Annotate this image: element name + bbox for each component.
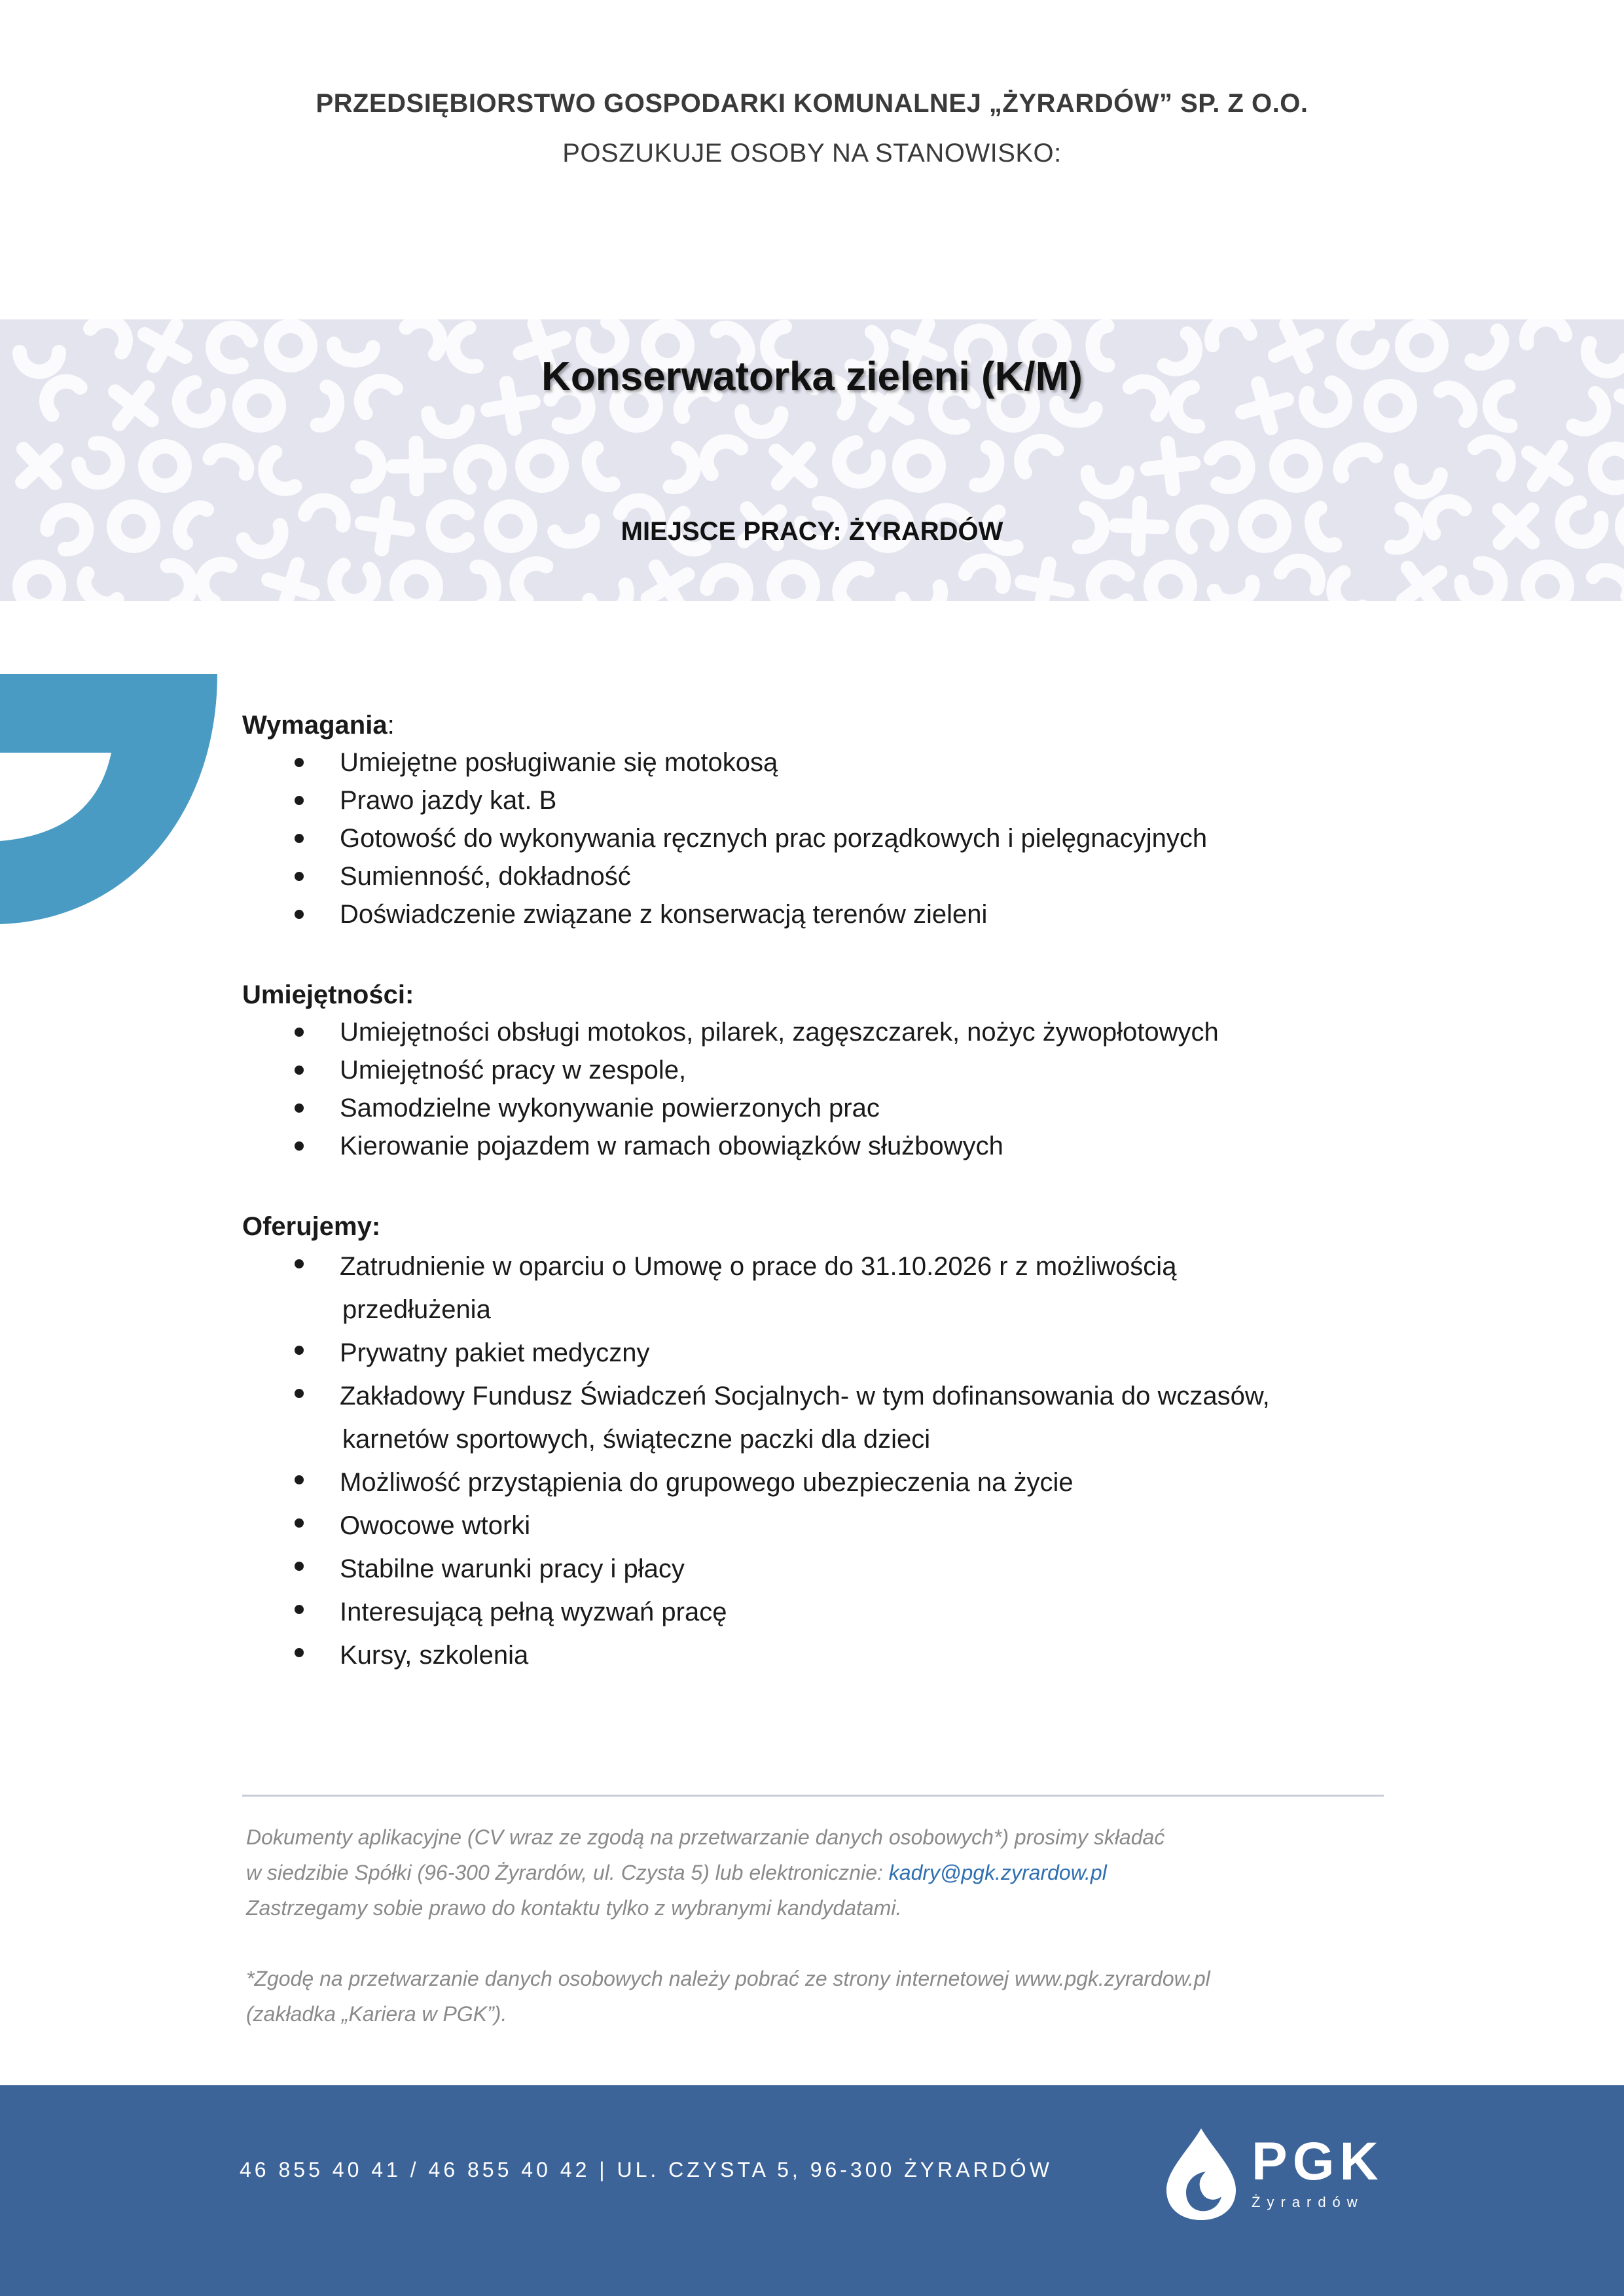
banner-pattern-glyph (22, 449, 56, 483)
banner-pattern-glyph (1143, 559, 1199, 601)
application-footnote (246, 1820, 1398, 2032)
banner-pattern-glyph (75, 439, 126, 491)
banner-pattern-glyph (698, 433, 741, 474)
list-item-line: Kursy, szkolenia (340, 1641, 529, 1670)
banner-pattern-glyph (1022, 564, 1067, 601)
list-item: Gotowość do wykonywania ręcznych prac porządkowych i pielęgnacyjnych (242, 819, 1394, 857)
list-item (242, 1461, 1394, 1504)
banner-pattern-glyph (965, 555, 1009, 586)
footer-contact: 46 855 40 41 / 46 855 40 42 | UL. CZYSTA 5, 96-300 ŻYRARDÓW (240, 2158, 1053, 2181)
pgk-logo-subtitle: Żyrardów (1252, 2194, 1364, 2210)
banner-pattern-glyph (670, 448, 698, 491)
banner-pattern-glyph (1271, 440, 1322, 492)
pgk-drop-logo-icon (1159, 2125, 1244, 2223)
email-link[interactable]: kadry@pgk.zyrardow.pl (888, 1861, 1107, 1884)
banner-pattern-glyph (332, 564, 376, 601)
banner-pattern-glyph (703, 562, 754, 601)
requirements-heading (242, 707, 1394, 744)
footnote-line: *Zgodę na przetwarzanie danych osobowych należy pobrać ze strony internetowej www.pgk.zyrardow.pl (246, 1967, 1210, 1990)
banner-pattern-glyph (1326, 573, 1362, 601)
list-item (242, 1547, 1394, 1590)
banner-pattern-glyph (776, 448, 810, 483)
footnote-line (246, 1855, 1398, 1890)
requirements-section (242, 707, 1394, 933)
banner-pattern-glyph (773, 566, 814, 601)
footnote-line: Zastrzegamy sobie prawo do kontaktu tylko z wybranymi kandydatami. (246, 1896, 902, 1920)
offer-list (242, 1245, 1394, 1677)
banner-pattern-glyph (976, 447, 1001, 489)
list-item: Umiejętność pracy w zespole, (242, 1051, 1394, 1089)
banner-pattern-glyph (428, 412, 468, 433)
banner-pattern-glyph (18, 565, 60, 601)
list-item (242, 1245, 1394, 1331)
list-item (242, 1590, 1394, 1634)
banner-pattern-glyph (1335, 443, 1376, 476)
job-location: MIEJSCE PRACY: ŻYRARDÓW (621, 517, 1003, 546)
list-item-continuation: karnetów sportowych, świąteczne paczki dla dzieci (342, 1425, 931, 1454)
footnote-address: w siedzibie Spółki (96-300 Żyrardów, ul. Czysta 5) lub elektronicznie: (246, 1861, 889, 1884)
footnote-line: (zakładka „Kariera w PGK”). (246, 2002, 507, 2026)
banner-pattern-glyph (90, 319, 134, 352)
banner-pattern-glyph (1525, 564, 1570, 601)
banner-pattern-glyph (1528, 447, 1566, 485)
skills-section (242, 977, 1394, 1165)
list-item: Doświadczenie związane z konserwacją terenów zieleni (242, 895, 1394, 933)
banner-pattern-glyph (209, 445, 251, 474)
banner-pattern-glyph (509, 556, 546, 600)
company-name: PRZEDSIĘBIORSTWO GOSPODARKI KOMUNALNEJ „ŻYRARDÓW” SP. Z O.O. (316, 89, 1308, 118)
banner-pattern-glyph (583, 448, 613, 490)
list-item: Sumienność, dokładność (242, 857, 1394, 895)
banner-pattern-glyph (741, 411, 781, 433)
banner-pattern-glyph (832, 439, 884, 490)
list-item: Samodzielne wykonywanie powierzonych prac (242, 1089, 1394, 1127)
pgk-logo-text: PGK (1252, 2132, 1384, 2191)
banner-pattern-glyph (1588, 442, 1624, 492)
banner-pattern-glyph (648, 567, 688, 601)
offer-section (242, 1208, 1394, 1677)
list-item (242, 1504, 1394, 1547)
banner-pattern-glyph (1092, 566, 1128, 601)
offer-heading: Oferujemy: (242, 1212, 381, 1241)
banner-pattern-glyph (515, 439, 568, 492)
banner-pattern-glyph (258, 452, 295, 496)
banner-pattern-glyph (894, 441, 945, 492)
skills-heading: Umiejętności: (242, 980, 414, 1009)
banner-pattern-glyph (1055, 403, 1096, 423)
list-item: Prawo jazdy kat. B (242, 781, 1394, 819)
job-details (242, 707, 1394, 1720)
footnote-line: Dokumenty aplikacyjne (CV wraz ze zgodą na przetwarzanie danych osobowych*) prosimy składać (246, 1825, 1165, 1849)
banner-pattern-glyph (458, 448, 501, 488)
list-item-line: Interesującą pełną wyzwań pracę (340, 1598, 727, 1626)
banner-pattern-glyph (141, 442, 189, 490)
list-item-line: Zatrudnienie w oparciu o Umowę o prace do 31.10.2026 r z możliwością (340, 1252, 1177, 1281)
banner-pattern-glyph (1399, 471, 1441, 494)
list-item-line: Zakładowy Fundusz Świadczeń Socjalnych- w tym dofinansowania do wczasów, (340, 1382, 1270, 1410)
banner-pattern-glyph (1013, 433, 1056, 473)
banner-pattern-glyph (78, 573, 117, 601)
list-item-line: Stabilne warunki pracy i płacy (340, 1554, 685, 1583)
banner-pattern-glyph (589, 584, 633, 601)
skills-list (242, 1013, 1394, 1165)
banner-pattern-glyph (393, 443, 440, 490)
banner-pattern-glyph (1281, 554, 1325, 588)
banner-pattern-glyph (477, 565, 496, 601)
banner-pattern-glyph (357, 447, 382, 488)
banner-pattern-glyph (1147, 443, 1193, 489)
banner-pattern-glyph (1475, 433, 1517, 475)
list-item (242, 1331, 1394, 1374)
banner-pattern-glyph (406, 319, 448, 354)
requirements-heading-text: Wymagania (242, 711, 388, 740)
list-item-line: Możliwość przystąpienia do grupowego ubezpieczenia na życie (340, 1468, 1074, 1497)
requirements-list (242, 744, 1394, 933)
banner-pattern-glyph (903, 586, 946, 601)
banner-pattern-glyph (1403, 568, 1440, 601)
banner-pattern-glyph (1214, 582, 1256, 601)
banner-pattern-glyph (1593, 564, 1624, 596)
header-subtitle: POSZUKUJE OSOBY NA STANOWISKO: (562, 139, 1062, 168)
banner-pattern-glyph (268, 564, 313, 601)
banner-pattern-glyph (1209, 443, 1252, 490)
list-item-line: Prywatny pakiet medyczny (340, 1338, 650, 1367)
footnote-divider (242, 1795, 1384, 1797)
banner-pattern-glyph (389, 559, 444, 601)
banner-pattern-glyph (1207, 319, 1250, 345)
list-item: Umiejętne posługiwanie się motokosą (242, 744, 1394, 781)
list-item-line: Owocowe wtorki (340, 1511, 531, 1540)
footnote-spacer (246, 1926, 1398, 1961)
footer-bar (0, 2085, 1624, 2296)
banner-pattern-glyph (1523, 319, 1565, 343)
banner-pattern-glyph (1457, 559, 1509, 601)
banner-pattern-glyph (196, 558, 230, 601)
banner-pattern-glyph (1087, 472, 1127, 492)
list-item (242, 1374, 1394, 1461)
requirements-heading-colon: : (387, 711, 395, 740)
banner-pattern-glyph (168, 562, 195, 601)
list-item: Kierowanie pojazdem w ramach obowiązków służbowych (242, 1127, 1394, 1165)
list-item-continuation: przedłużenia (342, 1295, 491, 1324)
job-title: Konserwatorka zieleni (K/M) (541, 354, 1083, 399)
list-item (242, 1634, 1394, 1677)
list-item: Umiejętności obsługi motokos, pilarek, zagęszczarek, nożyc żywopłotowych (242, 1013, 1394, 1051)
side-logo-shape (0, 674, 223, 929)
banner-pattern-glyph (833, 562, 867, 601)
